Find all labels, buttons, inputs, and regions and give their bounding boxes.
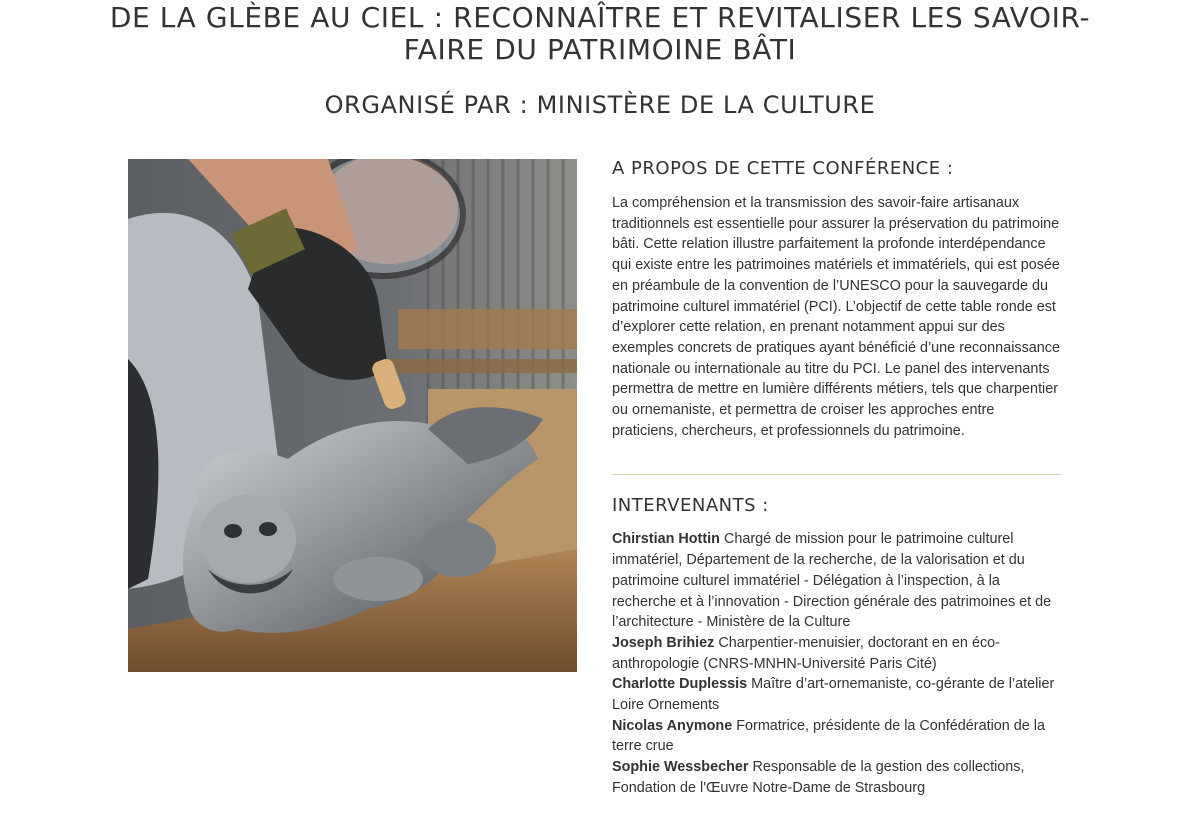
speaker-item bbox=[612, 674, 1062, 715]
speaker-name: Chirstian Hottin bbox=[612, 531, 720, 548]
section-divider bbox=[612, 474, 1061, 475]
organizer-subtitle: ORGANISÉ PAR : MINISTÈRE DE LA CULTURE bbox=[324, 91, 876, 119]
conference-photo bbox=[128, 159, 577, 672]
craftsman-carving-gargoyle-image bbox=[128, 159, 577, 672]
speaker-item bbox=[612, 529, 1062, 633]
speaker-role: Chargé de mission pour le patrimoine culturel immatériel, Département de la recherche, de la valorisation et du patrimoine culturel immatériel - Délégation à l’inspection, à la recherche et à l’innovation - Direction générale des patrimoines et de l’architecture - Ministère de la Culture bbox=[612, 531, 1052, 631]
speaker-role: Responsable de la gestion des collections, Fondation de l'Œuvre Notre-Dame de Strasbourg bbox=[612, 759, 1025, 796]
speaker-role: Charpentier-menuisier, doctorant en en éco-anthropologie (CNRS-MNHN-Université Paris Cité) bbox=[612, 634, 1000, 672]
speaker-item bbox=[612, 757, 1062, 798]
about-text: La compréhension et la transmission des savoir-faire artisanaux traditionnels est essentielle pour assurer la préservation du patrimoine bâti. Cette relation illustre parfaitement la profonde interdépendance qui existe entre les patrimoines matériels et immatériels, qui est posée en préambule de la convention de l’UNESCO pour la sauvegarde du patrimoine culturel immatériel (PCI). L’objectif de cette table ronde est d’explorer cette relation, en prenant notamment appui sur des exemples concrets de pratiques ayant bénéficié d’une reconnaissance nationale ou internationale au titre du PCI. Le panel des intervenants permettra de mettre en lumière différents métiers, tels que charpentier ou ornemaniste, et permettra de croiser les approches entre praticiens, chercheurs, et professionnels du patrimoine. bbox=[612, 195, 1060, 439]
content-column bbox=[612, 157, 1062, 799]
speaker-name: Sophie Wessbecher bbox=[612, 759, 749, 776]
speaker-name: Nicolas Anymone bbox=[612, 717, 733, 734]
speakers-heading: INTERVENANTS : bbox=[612, 495, 769, 517]
speakers-list bbox=[612, 529, 1062, 798]
speaker-item bbox=[612, 716, 1062, 757]
about-heading: A PROPOS DE CETTE CONFÉRENCE : bbox=[612, 158, 954, 179]
speaker-item bbox=[612, 633, 1062, 674]
speaker-role: Formatrice, présidente de la Confédération de la terre crue bbox=[612, 717, 1046, 755]
page-title: DE LA GLÈBE AU CIEL : RECONNAÎTRE ET REVITALISER LES SAVOIR-FAIRE DU PATRIMOINE BÂTI bbox=[109, 1, 1091, 66]
speaker-role: Maître d’art-ornemaniste, co-gérante de l’atelier Loire Ornements bbox=[612, 676, 1055, 714]
speaker-name: Charlotte Duplessis bbox=[612, 676, 748, 693]
speaker-name: Joseph Brihiez bbox=[612, 634, 715, 651]
